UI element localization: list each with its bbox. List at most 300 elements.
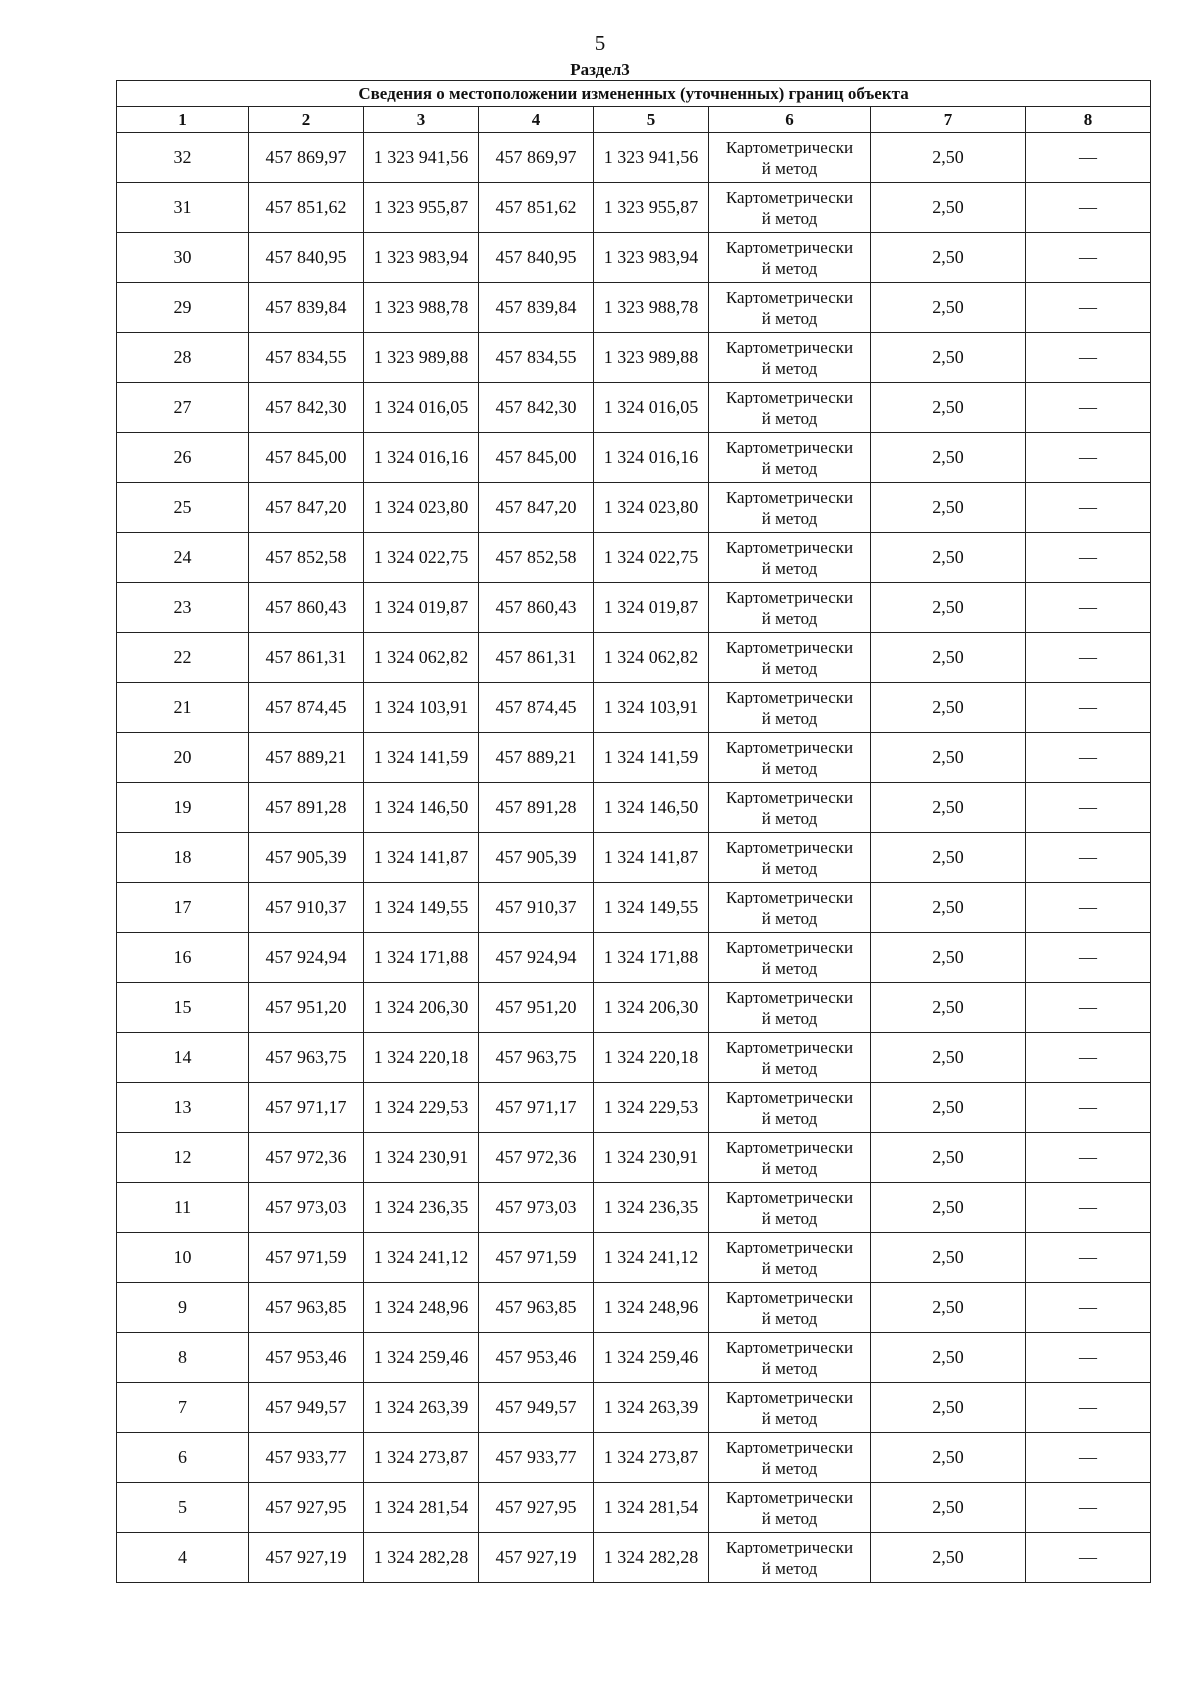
accuracy-cell: 2,50 <box>871 1233 1026 1283</box>
method-line: й метод <box>761 858 818 878</box>
table-row <box>117 1333 1151 1383</box>
method-cell <box>709 1333 871 1383</box>
accuracy-cell: 2,50 <box>871 1283 1026 1333</box>
table-row <box>117 1483 1151 1533</box>
description-cell: — <box>1026 683 1151 733</box>
coordinate-y-existing-cell: 1 324 141,87 <box>364 833 479 883</box>
table-row <box>117 183 1151 233</box>
method-line: Картометрически <box>725 1037 854 1057</box>
table-row <box>117 1083 1151 1133</box>
point-number-cell: 12 <box>117 1133 249 1183</box>
point-number-cell: 16 <box>117 933 249 983</box>
method-line: й метод <box>761 808 818 828</box>
coordinate-y-existing-cell: 1 324 206,30 <box>364 983 479 1033</box>
accuracy-cell: 2,50 <box>871 1033 1026 1083</box>
accuracy-cell: 2,50 <box>871 383 1026 433</box>
coordinate-y-existing-cell: 1 324 263,39 <box>364 1383 479 1433</box>
description-cell: — <box>1026 1533 1151 1583</box>
coordinate-y-new-cell: 1 324 171,88 <box>594 933 709 983</box>
coordinate-y-existing-cell: 1 324 022,75 <box>364 533 479 583</box>
coordinate-y-existing-cell: 1 324 141,59 <box>364 733 479 783</box>
coordinate-x-new-cell: 457 845,00 <box>479 433 594 483</box>
coordinate-x-existing-cell: 457 845,00 <box>249 433 364 483</box>
coordinate-x-new-cell: 457 963,85 <box>479 1283 594 1333</box>
method-line: й метод <box>761 758 818 778</box>
method-cell <box>709 1183 871 1233</box>
table-row <box>117 633 1151 683</box>
method-cell <box>709 233 871 283</box>
page-number: 5 <box>594 31 606 55</box>
coordinate-y-new-cell: 1 324 281,54 <box>594 1483 709 1533</box>
point-number-cell: 10 <box>117 1233 249 1283</box>
method-line: й метод <box>761 558 818 578</box>
method-line: Картометрически <box>725 987 854 1007</box>
description-cell: — <box>1026 883 1151 933</box>
method-cell <box>709 383 871 433</box>
coordinate-x-existing-cell: 457 891,28 <box>249 783 364 833</box>
coordinate-y-new-cell: 1 323 955,87 <box>594 183 709 233</box>
method-line: Картометрически <box>725 687 854 707</box>
coordinate-x-new-cell: 457 971,17 <box>479 1083 594 1133</box>
coordinate-y-new-cell: 1 323 941,56 <box>594 133 709 183</box>
accuracy-cell: 2,50 <box>871 483 1026 533</box>
coordinate-x-existing-cell: 457 874,45 <box>249 683 364 733</box>
method-line: й метод <box>761 458 818 478</box>
coordinate-y-new-cell: 1 324 241,12 <box>594 1233 709 1283</box>
method-line: й метод <box>761 1058 818 1078</box>
coordinate-x-existing-cell: 457 971,17 <box>249 1083 364 1133</box>
point-number-cell: 15 <box>117 983 249 1033</box>
coordinate-y-existing-cell: 1 323 988,78 <box>364 283 479 333</box>
coordinate-y-new-cell: 1 324 248,96 <box>594 1283 709 1333</box>
table-row <box>117 783 1151 833</box>
coordinate-y-new-cell: 1 323 989,88 <box>594 333 709 383</box>
method-line: й метод <box>761 158 818 178</box>
description-cell: — <box>1026 333 1151 383</box>
coordinate-y-new-cell: 1 324 206,30 <box>594 983 709 1033</box>
method-cell <box>709 1133 871 1183</box>
column-header: 7 <box>871 107 1026 133</box>
coordinate-y-new-cell: 1 324 230,91 <box>594 1133 709 1183</box>
table-row <box>117 433 1151 483</box>
coordinate-y-existing-cell: 1 324 023,80 <box>364 483 479 533</box>
method-cell <box>709 1033 871 1083</box>
method-line: Картометрически <box>725 1137 854 1157</box>
method-line: й метод <box>761 1458 818 1478</box>
description-cell: — <box>1026 1283 1151 1333</box>
method-cell <box>709 583 871 633</box>
method-line: Картометрически <box>725 1087 854 1107</box>
method-line: Картометрически <box>725 1187 854 1207</box>
coordinate-y-existing-cell: 1 323 955,87 <box>364 183 479 233</box>
method-line: й метод <box>761 408 818 428</box>
point-number-cell: 13 <box>117 1083 249 1133</box>
accuracy-cell: 2,50 <box>871 633 1026 683</box>
method-cell <box>709 983 871 1033</box>
accuracy-cell: 2,50 <box>871 333 1026 383</box>
boundary-points-table <box>116 80 1151 1583</box>
coordinate-y-new-cell: 1 324 016,16 <box>594 433 709 483</box>
section-title: Раздел3 <box>570 60 630 79</box>
description-cell: — <box>1026 483 1151 533</box>
coordinate-x-existing-cell: 457 910,37 <box>249 883 364 933</box>
method-line: Картометрически <box>725 787 854 807</box>
point-number-cell: 26 <box>117 433 249 483</box>
coordinate-y-new-cell: 1 324 103,91 <box>594 683 709 733</box>
point-number-cell: 18 <box>117 833 249 883</box>
method-cell <box>709 1283 871 1333</box>
method-cell <box>709 1483 871 1533</box>
table-body <box>117 81 1151 1583</box>
method-line: Картометрически <box>725 1237 854 1257</box>
method-cell <box>709 1233 871 1283</box>
description-cell: — <box>1026 1483 1151 1533</box>
coordinate-y-new-cell: 1 324 229,53 <box>594 1083 709 1133</box>
coordinate-y-new-cell: 1 324 282,28 <box>594 1533 709 1583</box>
method-line: Картометрически <box>725 387 854 407</box>
coordinate-x-new-cell: 457 973,03 <box>479 1183 594 1233</box>
method-cell <box>709 683 871 733</box>
method-line: й метод <box>761 308 818 328</box>
point-number-cell: 29 <box>117 283 249 333</box>
method-cell <box>709 833 871 883</box>
method-line: й метод <box>761 1508 818 1528</box>
description-cell: — <box>1026 1333 1151 1383</box>
table-row <box>117 1233 1151 1283</box>
coordinate-x-new-cell: 457 927,19 <box>479 1533 594 1583</box>
coordinate-y-new-cell: 1 324 022,75 <box>594 533 709 583</box>
method-cell <box>709 1533 871 1583</box>
coordinate-y-new-cell: 1 324 236,35 <box>594 1183 709 1233</box>
accuracy-cell: 2,50 <box>871 933 1026 983</box>
coordinate-y-existing-cell: 1 324 230,91 <box>364 1133 479 1183</box>
coordinate-y-new-cell: 1 324 016,05 <box>594 383 709 433</box>
table-row <box>117 233 1151 283</box>
table-row <box>117 133 1151 183</box>
method-line: Картометрически <box>725 1487 854 1507</box>
coordinate-y-existing-cell: 1 323 941,56 <box>364 133 479 183</box>
coordinate-y-existing-cell: 1 324 259,46 <box>364 1333 479 1383</box>
point-number-cell: 30 <box>117 233 249 283</box>
method-cell <box>709 1433 871 1483</box>
method-cell <box>709 633 871 683</box>
coordinate-x-existing-cell: 457 851,62 <box>249 183 364 233</box>
method-line: й метод <box>761 608 818 628</box>
description-cell: — <box>1026 1133 1151 1183</box>
coordinate-y-existing-cell: 1 324 062,82 <box>364 633 479 683</box>
coordinate-x-existing-cell: 457 839,84 <box>249 283 364 333</box>
table-row <box>117 533 1151 583</box>
accuracy-cell: 2,50 <box>871 1433 1026 1483</box>
method-line: Картометрически <box>725 837 854 857</box>
method-line: й метод <box>761 1208 818 1228</box>
accuracy-cell: 2,50 <box>871 983 1026 1033</box>
coordinate-y-existing-cell: 1 324 146,50 <box>364 783 479 833</box>
accuracy-cell: 2,50 <box>871 1333 1026 1383</box>
table-row <box>117 1183 1151 1233</box>
coordinate-x-existing-cell: 457 842,30 <box>249 383 364 433</box>
description-cell: — <box>1026 283 1151 333</box>
column-header: 2 <box>249 107 364 133</box>
point-number-cell: 21 <box>117 683 249 733</box>
point-number-cell: 7 <box>117 1383 249 1433</box>
column-header: 4 <box>479 107 594 133</box>
accuracy-cell: 2,50 <box>871 1383 1026 1433</box>
method-line: Картометрически <box>725 937 854 957</box>
point-number-cell: 11 <box>117 1183 249 1233</box>
method-line: й метод <box>761 1008 818 1028</box>
coordinate-x-new-cell: 457 972,36 <box>479 1133 594 1183</box>
description-cell: — <box>1026 433 1151 483</box>
table-row <box>117 733 1151 783</box>
coordinate-x-new-cell: 457 963,75 <box>479 1033 594 1083</box>
coordinate-y-existing-cell: 1 324 282,28 <box>364 1533 479 1583</box>
accuracy-cell: 2,50 <box>871 133 1026 183</box>
coordinate-y-existing-cell: 1 324 229,53 <box>364 1083 479 1133</box>
accuracy-cell: 2,50 <box>871 1183 1026 1233</box>
coordinate-x-existing-cell: 457 852,58 <box>249 533 364 583</box>
point-number-cell: 6 <box>117 1433 249 1483</box>
method-line: Картометрически <box>725 537 854 557</box>
method-line: Картометрически <box>725 1337 854 1357</box>
method-line: й метод <box>761 358 818 378</box>
coordinate-x-new-cell: 457 861,31 <box>479 633 594 683</box>
coordinate-y-existing-cell: 1 324 016,05 <box>364 383 479 433</box>
coordinate-y-new-cell: 1 324 141,87 <box>594 833 709 883</box>
point-number-cell: 27 <box>117 383 249 433</box>
method-cell <box>709 1083 871 1133</box>
point-number-cell: 25 <box>117 483 249 533</box>
point-number-cell: 5 <box>117 1483 249 1533</box>
table-row <box>117 1133 1151 1183</box>
description-cell: — <box>1026 383 1151 433</box>
description-cell: — <box>1026 783 1151 833</box>
method-line: Картометрически <box>725 637 854 657</box>
coordinate-y-existing-cell: 1 324 019,87 <box>364 583 479 633</box>
coordinate-y-new-cell: 1 324 220,18 <box>594 1033 709 1083</box>
table-row <box>117 983 1151 1033</box>
method-cell <box>709 733 871 783</box>
method-line: Картометрически <box>725 1437 854 1457</box>
coordinate-x-existing-cell: 457 963,75 <box>249 1033 364 1083</box>
coordinate-x-existing-cell: 457 869,97 <box>249 133 364 183</box>
accuracy-cell: 2,50 <box>871 533 1026 583</box>
description-cell: — <box>1026 1383 1151 1433</box>
point-number-cell: 19 <box>117 783 249 833</box>
coordinate-y-new-cell: 1 324 062,82 <box>594 633 709 683</box>
coordinate-x-existing-cell: 457 860,43 <box>249 583 364 633</box>
coordinate-y-existing-cell: 1 324 236,35 <box>364 1183 479 1233</box>
method-line: Картометрически <box>725 437 854 457</box>
coordinate-y-existing-cell: 1 324 016,16 <box>364 433 479 483</box>
coordinate-x-new-cell: 457 889,21 <box>479 733 594 783</box>
table-row <box>117 1433 1151 1483</box>
accuracy-cell: 2,50 <box>871 1483 1026 1533</box>
method-line: й метод <box>761 908 818 928</box>
accuracy-cell: 2,50 <box>871 883 1026 933</box>
point-number-cell: 14 <box>117 1033 249 1083</box>
description-cell: — <box>1026 633 1151 683</box>
coordinate-x-new-cell: 457 874,45 <box>479 683 594 733</box>
coordinate-x-new-cell: 457 951,20 <box>479 983 594 1033</box>
coordinate-x-new-cell: 457 924,94 <box>479 933 594 983</box>
coordinate-y-existing-cell: 1 324 273,87 <box>364 1433 479 1483</box>
method-line: й метод <box>761 1108 818 1128</box>
coordinate-y-existing-cell: 1 324 220,18 <box>364 1033 479 1083</box>
description-cell: — <box>1026 733 1151 783</box>
coordinate-x-new-cell: 457 847,20 <box>479 483 594 533</box>
coordinate-y-new-cell: 1 324 263,39 <box>594 1383 709 1433</box>
coordinate-x-new-cell: 457 851,62 <box>479 183 594 233</box>
accuracy-cell: 2,50 <box>871 783 1026 833</box>
coordinate-x-new-cell: 457 891,28 <box>479 783 594 833</box>
column-header: 8 <box>1026 107 1151 133</box>
column-header: 6 <box>709 107 871 133</box>
description-cell: — <box>1026 1433 1151 1483</box>
description-cell: — <box>1026 1083 1151 1133</box>
method-line: Картометрически <box>725 587 854 607</box>
description-cell: — <box>1026 133 1151 183</box>
coordinate-x-new-cell: 457 949,57 <box>479 1383 594 1433</box>
point-number-cell: 4 <box>117 1533 249 1583</box>
coordinate-y-existing-cell: 1 324 171,88 <box>364 933 479 983</box>
accuracy-cell: 2,50 <box>871 1083 1026 1133</box>
coordinate-x-new-cell: 457 869,97 <box>479 133 594 183</box>
method-cell <box>709 1383 871 1433</box>
accuracy-cell: 2,50 <box>871 1533 1026 1583</box>
coordinate-x-new-cell: 457 905,39 <box>479 833 594 883</box>
method-line: Картометрически <box>725 187 854 207</box>
description-cell: — <box>1026 1183 1151 1233</box>
method-line: Картометрически <box>725 887 854 907</box>
method-line: й метод <box>761 1258 818 1278</box>
point-number-cell: 32 <box>117 133 249 183</box>
method-cell <box>709 433 871 483</box>
coordinate-y-existing-cell: 1 324 103,91 <box>364 683 479 733</box>
coordinate-x-existing-cell: 457 889,21 <box>249 733 364 783</box>
table-row <box>117 833 1151 883</box>
coordinate-x-new-cell: 457 834,55 <box>479 333 594 383</box>
coordinate-x-existing-cell: 457 861,31 <box>249 633 364 683</box>
coordinate-x-existing-cell: 457 924,94 <box>249 933 364 983</box>
method-line: й метод <box>761 958 818 978</box>
coordinate-x-new-cell: 457 933,77 <box>479 1433 594 1483</box>
table-row <box>117 383 1151 433</box>
coordinate-x-new-cell: 457 971,59 <box>479 1233 594 1283</box>
coordinate-y-new-cell: 1 323 988,78 <box>594 283 709 333</box>
point-number-cell: 31 <box>117 183 249 233</box>
coordinate-y-existing-cell: 1 324 281,54 <box>364 1483 479 1533</box>
method-line: Картометрически <box>725 1387 854 1407</box>
description-cell: — <box>1026 1033 1151 1083</box>
table-row <box>117 583 1151 633</box>
coordinate-y-existing-cell: 1 323 989,88 <box>364 333 479 383</box>
table-row <box>117 883 1151 933</box>
method-line: й метод <box>761 208 818 228</box>
table-row <box>117 1283 1151 1333</box>
column-header: 5 <box>594 107 709 133</box>
coordinate-y-new-cell: 1 324 023,80 <box>594 483 709 533</box>
accuracy-cell: 2,50 <box>871 833 1026 883</box>
point-number-cell: 20 <box>117 733 249 783</box>
method-line: й метод <box>761 1558 818 1578</box>
table-caption: Сведения о местоположении измененных (уточненных) границ объекта <box>117 81 1151 107</box>
method-line: Картометрически <box>725 737 854 757</box>
coordinate-x-existing-cell: 457 840,95 <box>249 233 364 283</box>
coordinate-x-existing-cell: 457 971,59 <box>249 1233 364 1283</box>
accuracy-cell: 2,50 <box>871 183 1026 233</box>
point-number-cell: 22 <box>117 633 249 683</box>
method-line: Картометрически <box>725 1537 854 1557</box>
coordinate-y-new-cell: 1 323 983,94 <box>594 233 709 283</box>
method-line: Картометрически <box>725 337 854 357</box>
accuracy-cell: 2,50 <box>871 733 1026 783</box>
description-cell: — <box>1026 833 1151 883</box>
coordinate-y-existing-cell: 1 324 241,12 <box>364 1233 479 1283</box>
description-cell: — <box>1026 533 1151 583</box>
method-cell <box>709 133 871 183</box>
method-cell <box>709 883 871 933</box>
method-line: й метод <box>761 658 818 678</box>
coordinate-x-existing-cell: 457 834,55 <box>249 333 364 383</box>
table-row <box>117 1533 1151 1583</box>
coordinate-x-existing-cell: 457 953,46 <box>249 1333 364 1383</box>
accuracy-cell: 2,50 <box>871 583 1026 633</box>
coordinate-y-existing-cell: 1 324 248,96 <box>364 1283 479 1333</box>
coordinate-x-new-cell: 457 840,95 <box>479 233 594 283</box>
method-line: й метод <box>761 1158 818 1178</box>
coordinate-y-new-cell: 1 324 141,59 <box>594 733 709 783</box>
description-cell: — <box>1026 183 1151 233</box>
table-row <box>117 1383 1151 1433</box>
coordinate-x-existing-cell: 457 951,20 <box>249 983 364 1033</box>
coordinate-x-new-cell: 457 953,46 <box>479 1333 594 1383</box>
coordinate-y-new-cell: 1 324 019,87 <box>594 583 709 633</box>
method-cell <box>709 483 871 533</box>
accuracy-cell: 2,50 <box>871 283 1026 333</box>
coordinate-x-existing-cell: 457 933,77 <box>249 1433 364 1483</box>
method-line: Картометрически <box>725 287 854 307</box>
accuracy-cell: 2,50 <box>871 1133 1026 1183</box>
point-number-cell: 17 <box>117 883 249 933</box>
table-row <box>117 333 1151 383</box>
coordinate-x-new-cell: 457 852,58 <box>479 533 594 583</box>
coordinate-x-existing-cell: 457 905,39 <box>249 833 364 883</box>
point-number-cell: 28 <box>117 333 249 383</box>
coordinate-x-existing-cell: 457 949,57 <box>249 1383 364 1433</box>
column-header: 1 <box>117 107 249 133</box>
coordinate-x-new-cell: 457 860,43 <box>479 583 594 633</box>
method-line: й метод <box>761 708 818 728</box>
table-header-row <box>117 107 1151 133</box>
method-line: Картометрически <box>725 1287 854 1307</box>
method-cell <box>709 783 871 833</box>
method-cell <box>709 183 871 233</box>
description-cell: — <box>1026 583 1151 633</box>
method-line: й метод <box>761 1308 818 1328</box>
coordinate-x-existing-cell: 457 927,95 <box>249 1483 364 1533</box>
coordinate-x-new-cell: 457 842,30 <box>479 383 594 433</box>
coordinate-x-existing-cell: 457 972,36 <box>249 1133 364 1183</box>
method-line: й метод <box>761 258 818 278</box>
method-cell <box>709 333 871 383</box>
method-line: й метод <box>761 1358 818 1378</box>
point-number-cell: 8 <box>117 1333 249 1383</box>
coordinate-x-existing-cell: 457 973,03 <box>249 1183 364 1233</box>
description-cell: — <box>1026 933 1151 983</box>
description-cell: — <box>1026 233 1151 283</box>
coordinate-x-existing-cell: 457 927,19 <box>249 1533 364 1583</box>
